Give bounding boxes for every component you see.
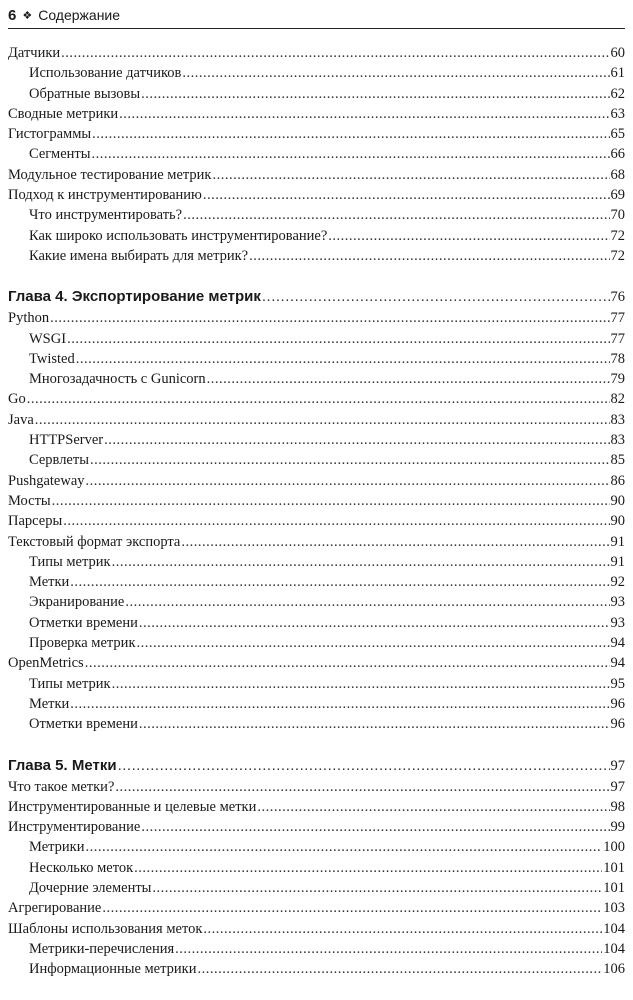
- entry-page-number: 92: [610, 574, 625, 591]
- entry-title: Гистограммы: [8, 126, 92, 143]
- entry-title: Проверка метрик: [29, 635, 136, 652]
- entry-title: Метки: [29, 574, 70, 591]
- toc-subsection-entry[interactable]: [8, 676, 625, 696]
- page-number: 6: [8, 6, 17, 24]
- toc-subsection-entry[interactable]: [8, 716, 625, 736]
- entry-page-number: 83: [610, 411, 625, 428]
- toc-section-entry[interactable]: [8, 534, 625, 554]
- toc-section-entry[interactable]: [8, 167, 625, 187]
- toc-section-entry[interactable]: [8, 106, 625, 126]
- entry-title: Текстовый формат экспорта: [8, 533, 181, 550]
- dot-leader: [134, 860, 602, 877]
- entry-page-number: 78: [610, 350, 625, 367]
- entry-title: HTTPServer: [29, 432, 104, 449]
- entry-page-number: 85: [610, 452, 625, 469]
- dot-leader: [112, 554, 610, 571]
- toc-section-entry[interactable]: [8, 473, 625, 493]
- entry-page-number: 101: [603, 879, 625, 896]
- entry-title: Мосты: [8, 492, 51, 509]
- entry-title: Подход к инструментированию: [8, 187, 202, 204]
- running-title: Содержание: [38, 7, 121, 23]
- toc-subsection-entry[interactable]: [8, 860, 625, 880]
- entry-page-number: 99: [610, 819, 625, 836]
- entry-page-number: 72: [610, 227, 625, 244]
- entry-page-number: 69: [610, 187, 625, 204]
- entry-page-number: 90: [610, 513, 625, 530]
- toc-section-entry[interactable]: [8, 391, 625, 411]
- entry-title: Go: [8, 391, 26, 408]
- entry-page-number: 91: [610, 533, 625, 550]
- entry-page-number: 70: [610, 207, 625, 224]
- dot-leader: [112, 676, 610, 693]
- toc-subsection-entry[interactable]: [8, 594, 625, 614]
- entry-page-number: 96: [610, 716, 625, 733]
- toc-section-entry[interactable]: [8, 513, 625, 533]
- toc-subsection-entry[interactable]: [8, 432, 625, 452]
- entry-page-number: 104: [603, 920, 625, 937]
- entry-page-number: 93: [610, 594, 625, 611]
- entry-title: Сервлеты: [29, 452, 89, 469]
- entry-page-number: 90: [610, 492, 625, 509]
- dot-leader: [152, 880, 602, 897]
- dot-leader: [181, 534, 609, 551]
- entry-title: Датчики: [8, 45, 61, 61]
- section-gap: [8, 268, 625, 288]
- dot-leader: [141, 819, 609, 836]
- dot-leader: [257, 799, 609, 816]
- entry-page-number: 65: [610, 126, 625, 143]
- toc-subsection-entry[interactable]: [8, 248, 625, 268]
- dot-leader: [212, 167, 609, 184]
- entry-page-number: 96: [610, 695, 625, 712]
- entry-page-number: 86: [610, 472, 625, 489]
- toc-subsection-entry[interactable]: [8, 371, 625, 391]
- toc-subsection-entry[interactable]: [8, 635, 625, 655]
- entry-page-number: 101: [603, 859, 625, 876]
- entry-page-number: 97: [610, 778, 625, 795]
- entry-title: Сегменты: [29, 146, 91, 163]
- dot-leader: [175, 941, 602, 958]
- toc-subsection-entry[interactable]: [8, 228, 625, 248]
- entry-page-number: 83: [610, 432, 625, 449]
- toc-subsection-entry[interactable]: [8, 839, 625, 859]
- entry-title: Как широко использовать инструментирование?: [29, 227, 328, 244]
- toc-subsection-entry[interactable]: [8, 961, 625, 981]
- entry-title: Несколько меток: [29, 859, 134, 876]
- entry-title: Java: [8, 411, 34, 428]
- dot-leader: [70, 574, 609, 591]
- toc-section-entry[interactable]: [8, 921, 625, 941]
- toc-section-entry[interactable]: [8, 45, 625, 65]
- toc-chapter-entry[interactable]: [8, 757, 625, 779]
- dot-leader: [92, 146, 610, 163]
- toc-section-entry[interactable]: [8, 819, 625, 839]
- toc-subsection-entry[interactable]: [8, 574, 625, 594]
- ornament-icon: ❖: [22, 9, 33, 22]
- entry-page-number: 94: [610, 635, 625, 652]
- entry-title: Типы метрик: [29, 675, 111, 692]
- toc-section-entry[interactable]: [8, 493, 625, 513]
- entry-title: WSGI: [29, 330, 67, 347]
- entry-title: Модульное тестирование метрик: [8, 166, 212, 183]
- entry-title: Что инструментировать?: [29, 207, 183, 224]
- entry-title: Какие имена выбирать для метрик?: [29, 247, 249, 264]
- entry-title: Агрегирование: [8, 900, 102, 917]
- dot-leader: [203, 187, 610, 204]
- entry-title: Типы метрик: [29, 553, 111, 570]
- dot-leader: [50, 310, 609, 327]
- section-gap: [8, 737, 625, 757]
- dot-leader: [136, 635, 609, 652]
- entry-page-number: 79: [610, 371, 625, 388]
- dot-leader: [90, 452, 610, 469]
- dot-leader: [262, 288, 610, 305]
- entry-page-number: 72: [610, 247, 625, 264]
- toc-subsection-entry[interactable]: [8, 941, 625, 961]
- entry-page-number: 104: [603, 940, 625, 957]
- toc-section-entry[interactable]: [8, 187, 625, 207]
- toc-subsection-entry[interactable]: [8, 554, 625, 574]
- dot-leader: [102, 900, 602, 917]
- entry-title: OpenMetrics: [8, 655, 84, 672]
- entry-title: Использование датчиков: [29, 65, 182, 82]
- table-of-contents: [8, 45, 625, 981]
- toc-subsection-entry[interactable]: [8, 65, 625, 85]
- entry-page-number: 60: [610, 45, 625, 61]
- entry-page-number: 66: [610, 146, 625, 163]
- dot-leader: [86, 473, 610, 490]
- entry-title: Что такое метки?: [8, 778, 115, 795]
- dot-leader: [328, 228, 609, 245]
- toc-section-entry[interactable]: [8, 412, 625, 432]
- entry-title: Шаблоны использования меток: [8, 920, 203, 937]
- entry-page-number: 103: [603, 900, 625, 917]
- dot-leader: [76, 351, 610, 368]
- dot-leader: [104, 432, 609, 449]
- toc-subsection-entry[interactable]: [8, 880, 625, 900]
- toc-subsection-entry[interactable]: [8, 351, 625, 371]
- entry-title: Парсеры: [8, 513, 63, 530]
- dot-leader: [92, 126, 609, 143]
- entry-title: Отметки времени: [29, 614, 138, 631]
- entry-title: Дочерние элементы: [29, 879, 152, 896]
- dot-leader: [182, 65, 609, 82]
- entry-page-number: 62: [610, 85, 625, 102]
- dot-leader: [115, 779, 609, 796]
- entry-page-number: 76: [610, 289, 625, 306]
- entry-title: Метрики-перечисления: [29, 940, 175, 957]
- entry-title: Метрики: [29, 839, 85, 856]
- toc-subsection-entry[interactable]: [8, 696, 625, 716]
- entry-title: Сводные метрики: [8, 105, 119, 122]
- entry-title: Глава 4. Экспортирование метрик: [8, 288, 261, 306]
- dot-leader: [183, 207, 609, 224]
- toc-subsection-entry[interactable]: [8, 452, 625, 472]
- entry-page-number: 61: [610, 65, 625, 82]
- dot-leader: [67, 331, 609, 348]
- toc-chapter-entry[interactable]: [8, 288, 625, 310]
- entry-title: Информационные метрики: [29, 961, 197, 978]
- dot-leader: [197, 961, 602, 978]
- entry-page-number: 97: [610, 757, 625, 774]
- toc-section-entry[interactable]: [8, 126, 625, 146]
- toc-subsection-entry[interactable]: [8, 331, 625, 351]
- toc-section-entry[interactable]: [8, 900, 625, 920]
- entry-page-number: 95: [610, 675, 625, 692]
- entry-page-number: 106: [603, 961, 625, 978]
- entry-page-number: 98: [610, 798, 625, 815]
- entry-title: Метки: [29, 695, 70, 712]
- dot-leader: [27, 391, 610, 408]
- toc-section-entry[interactable]: [8, 655, 625, 675]
- dot-leader: [52, 493, 610, 510]
- entry-page-number: 100: [603, 839, 625, 856]
- toc-subsection-entry[interactable]: [8, 207, 625, 227]
- dot-leader: [249, 248, 609, 265]
- entry-title: Pushgateway: [8, 472, 85, 489]
- header-rule: [8, 28, 625, 29]
- toc-section-entry[interactable]: [8, 779, 625, 799]
- dot-leader: [35, 412, 610, 429]
- entry-title: Инструментированные и целевые метки: [8, 798, 257, 815]
- entry-page-number: 77: [610, 330, 625, 347]
- entry-title: Инструментирование: [8, 819, 141, 836]
- toc-subsection-entry[interactable]: [8, 146, 625, 166]
- dot-leader: [85, 839, 602, 856]
- dot-leader: [85, 655, 610, 672]
- dot-leader: [119, 106, 609, 123]
- toc-subsection-entry[interactable]: [8, 615, 625, 635]
- dot-leader: [61, 45, 609, 62]
- toc-section-entry[interactable]: [8, 310, 625, 330]
- dot-leader: [207, 371, 610, 388]
- dot-leader: [63, 513, 609, 530]
- dot-leader: [203, 921, 602, 938]
- dot-leader: [139, 716, 610, 733]
- dot-leader: [139, 615, 610, 632]
- entry-title: Глава 5. Метки: [8, 756, 117, 774]
- entry-page-number: 93: [610, 614, 625, 631]
- toc-section-entry[interactable]: [8, 799, 625, 819]
- entry-page-number: 63: [610, 105, 625, 122]
- entry-title: Экранирование: [29, 594, 125, 611]
- entry-title: Отметки времени: [29, 716, 138, 733]
- entry-title: Python: [8, 310, 50, 327]
- dot-leader: [118, 757, 610, 774]
- entry-page-number: 68: [610, 166, 625, 183]
- entry-page-number: 91: [610, 553, 625, 570]
- entry-page-number: 94: [610, 655, 625, 672]
- dot-leader: [70, 696, 609, 713]
- entry-page-number: 77: [610, 310, 625, 327]
- entry-title: Многозадачность с Gunicorn: [29, 371, 206, 388]
- page-header: [8, 4, 625, 26]
- toc-subsection-entry[interactable]: [8, 86, 625, 106]
- dot-leader: [141, 86, 609, 103]
- dot-leader: [125, 594, 609, 611]
- entry-title: Обратные вызовы: [29, 85, 141, 102]
- entry-page-number: 82: [610, 391, 625, 408]
- entry-title: Twisted: [29, 350, 75, 367]
